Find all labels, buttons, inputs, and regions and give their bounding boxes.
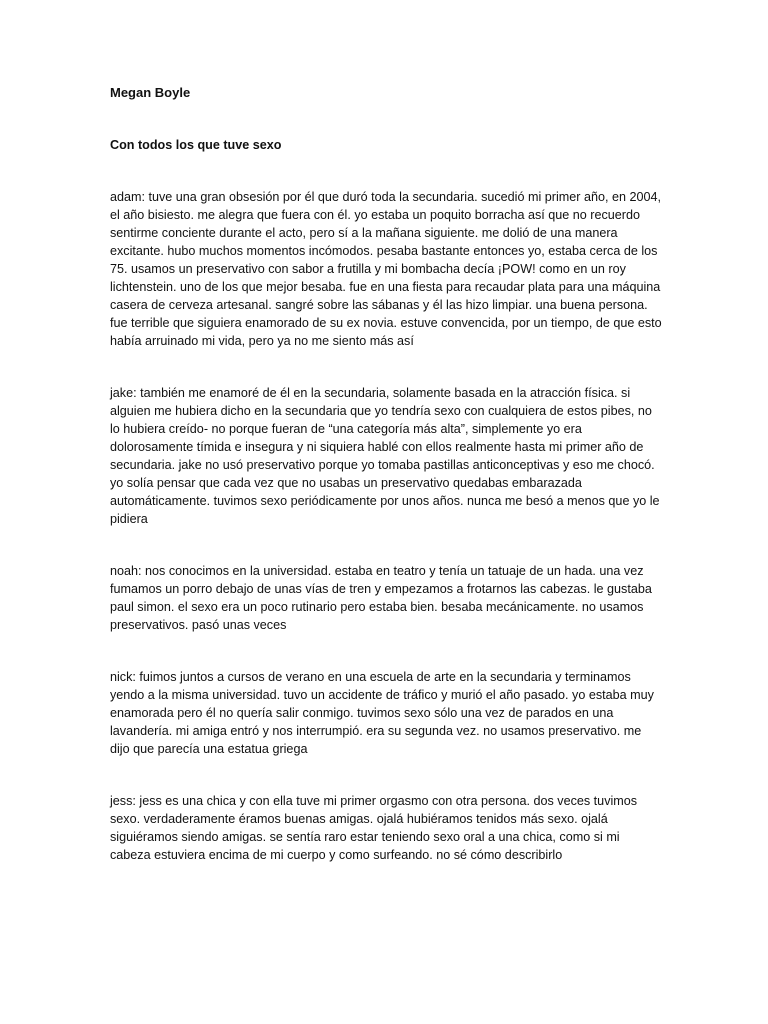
document-page: [110, 84, 662, 898]
entry-paragraph-nick: nick: fuimos juntos a cursos de verano en una escuela de arte en la secundaria y terminamos yendo a la misma universidad. tuvo un accidente de tráfico y murió el año pasado. yo estaba muy enamorada pero él no quería salir conmigo. tuvimos sexo sólo una vez de parados en una lavandería. mi amiga entró y nos interrumpió. era su segunda vez. no usamos preservativo. me dijo que parecía una estatua griega: [110, 670, 654, 756]
author-name: Megan Boyle: [110, 85, 191, 100]
entry-paragraph-noah: noah: nos conocimos en la universidad. estaba en teatro y tenía un tatuaje de un hada. una vez fumamos un porro debajo de unas vías de tren y empezamos a frotarnos las cabezas. le gustaba paul simon. el sexo era un poco rutinario pero estaba bien. besaba mecánicamente. no usamos preservativos. pasó unas veces: [110, 564, 652, 632]
document-title: Con todos los que tuve sexo: [110, 138, 282, 152]
entry-paragraph-jake: jake: también me enamoré de él en la secundaria, solamente basada en la atracción física. si alguien me hubiera dicho en la secundaria que yo tendría sexo con cualquiera de estos pibes, no lo hubiera creído- no porque fueran de “una categoría más alta”, simplemente yo era dolorosamente tímida e insegura y ni siquiera hablé con ellos realmente hasta mi primer año de secundaria. jake no usó preservativo porque yo tomaba pastillas anticonceptivas y eso me chocó. yo solía pensar que cada vez que no usabas un preservativo quedabas embarazada automáticamente. tuvimos sexo periódicamente por unos años. nunca me besó a menos que yo le pidiera: [110, 386, 660, 526]
entry-paragraph-jess: jess: jess es una chica y con ella tuve mi primer orgasmo con otra persona. dos veces tuvimos sexo. verdaderamente éramos buenas amigas. ojalá hubiéramos tenidos más sexo. ojalá siguiéramos siendo amigas. se sentía raro estar teniendo sexo oral a una chica, como si mi cabeza estuviera encima de mi cuerpo y como surfeando. no sé cómo describirlo: [110, 794, 638, 862]
entry-paragraph-adam: adam: tuve una gran obsesión por él que duró toda la secundaria. sucedió mi primer año, en 2004, el año bisiesto. me alegra que fuera con él. yo estaba un poquito borracha así que no recuerdo sentirme conciente durante el acto, pero sí a la mañana siguiente. me dolió de una manera excitante. hubo muchos momentos incómodos. pesaba bastante entonces yo, estaba cerca de los 75. usamos un preservativo con sabor a frutilla y mi bombacha decía ¡POW! como en un roy lichtenstein. uno de los que mejor besaba. fue en una fiesta para recaudar plata para una máquina casera de cerveza artesanal. sangré sobre las sábanas y él las hizo limpiar. una buena persona. fue terrible que siguiera enamorado de su ex novia. estuve convencida, por un tiempo, de que esto había arruinado mi vida, pero ya no me siento más así: [110, 190, 662, 348]
entries-list: [110, 188, 662, 864]
